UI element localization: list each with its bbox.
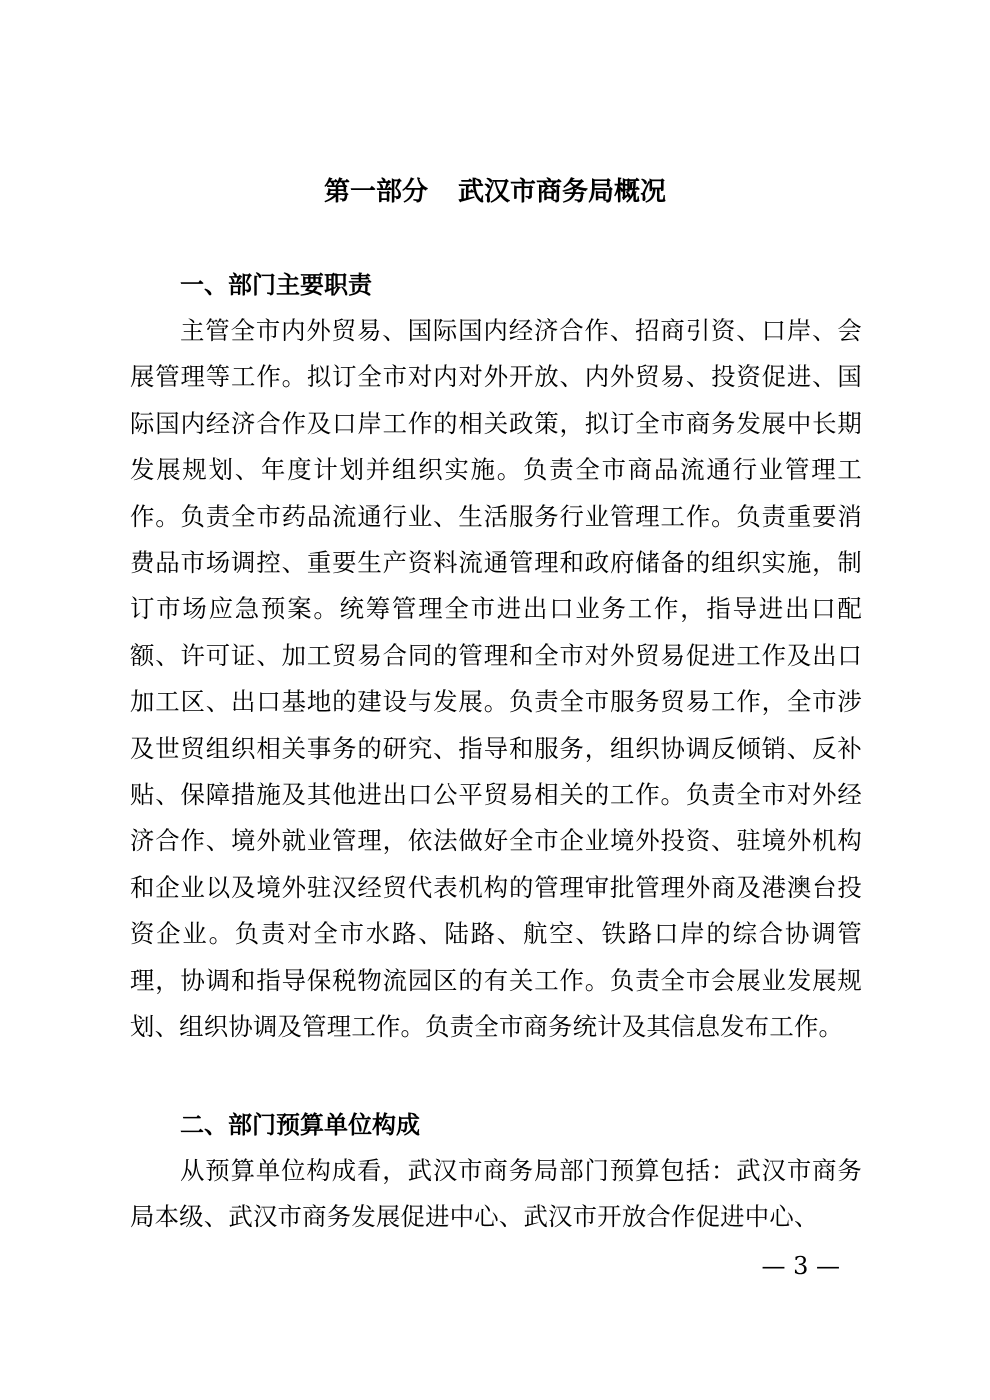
section-heading: 二、部门预算单位构成 [180, 1111, 420, 1139]
section-heading: 一、部门主要职责 [180, 271, 372, 299]
section-body: 主管全市内外贸易、国际国内经济合作、招商引资、口岸、会展管理等工作。拟订全市对内对外开放、内外贸易、投资促进、国际国内经济合作及口岸工作的相关政策，拟订全市商务发展中长期发展规划、年度计划并组织实施。负责全市商品流通行业管理工作。负责全市药品流通行业、生活服务行业管理工作。负责重要消费品市场调控、重要生产资料流通管理和政府储备的组织实施，制订市场应急预案。统筹管理全市进出口业务工作，指导进出口配额、许可证、加工贸易合同的管理和全市对外贸易促进工作及出口加工区、出口基地的建设与发展。负责全市服务贸易工作，全市涉及世贸组织相关事务的研究、指导和服务，组织协调反倾销、反补贴、保障措施及其他进出口公平贸易相关的工作。负责全市对外经济合作、境外就业管理，依法做好全市企业境外投资、驻境外机构和企业以及境外驻汉经贸代表机构的管理审批管理外商及港澳台投资企业。负责对全市水路、陆路、航空、铁路口岸的综合协调管理，协调和指导保税物流园区的有关工作。负责全市会展业发展规划、组织协调及管理工作。负责全市商务统计及其信息发布工作。 [130, 316, 862, 1042]
section-main-duties [130, 262, 862, 1051]
section-budget-units [130, 1102, 862, 1241]
page-number: — 3 — [761, 1252, 840, 1280]
part-name: 武汉市商务局概况 [458, 177, 667, 207]
part-title [0, 172, 990, 212]
part-label: 第一部分 [323, 177, 428, 207]
section-body: 从预算单位构成看，武汉市商务局部门预算包括：武汉市商务局本级、武汉市商务发展促进中心、武汉市开放合作促进中心、 [130, 1156, 862, 1232]
